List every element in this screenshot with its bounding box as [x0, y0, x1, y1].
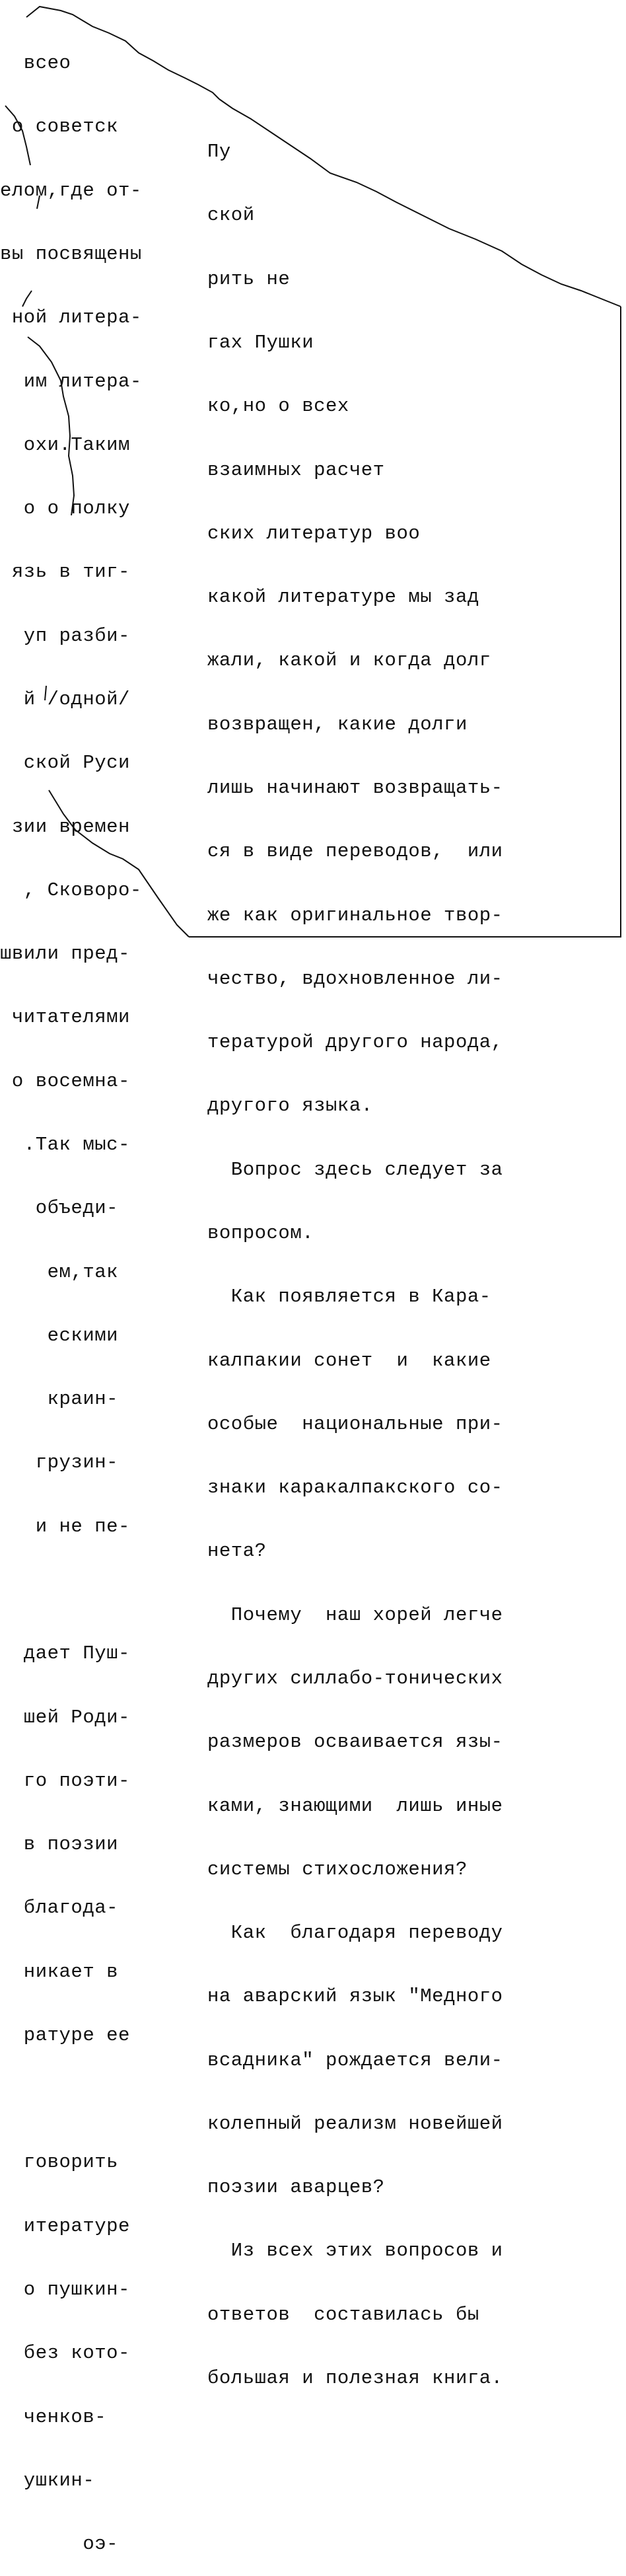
- left-line: всео: [0, 52, 71, 75]
- right-line: Почему наш хорей легче: [207, 1603, 503, 1626]
- right-line: ками, знающими лишь иные: [207, 1794, 503, 1817]
- right-line: ответов составилась бы: [207, 2303, 479, 2326]
- left-line: итературе: [0, 2215, 130, 2237]
- right-line: знаки каракалпакского со-: [207, 1477, 503, 1499]
- left-line: дает Пуш-: [0, 1642, 130, 1665]
- left-line: читателями: [0, 1006, 130, 1029]
- left-line: о восемна-: [0, 1070, 130, 1092]
- left-line: зии времен: [0, 815, 130, 838]
- right-line: большая и полезная книга.: [207, 2367, 503, 2390]
- right-line: других силлабо-тонических: [207, 1667, 503, 1689]
- right-line: Как появляется в Кара-: [207, 1286, 491, 1308]
- right-line: Вопрос здесь следует за: [207, 1158, 503, 1181]
- right-line: рить не: [207, 268, 291, 290]
- left-line: благода-: [0, 1897, 119, 1919]
- left-line: вы посвящены: [0, 243, 142, 266]
- right-line: какой литературе мы зад: [207, 586, 479, 608]
- right-line: чество, вдохновленное ли-: [207, 967, 503, 990]
- left-line: краин-: [0, 1388, 119, 1411]
- right-line: гах Пушки: [207, 332, 314, 354]
- right-column-text: [207, 99, 551, 2410]
- left-column-text: [0, 11, 165, 2576]
- left-line: [0, 2088, 165, 2110]
- right-line: ко,но о всех: [207, 395, 349, 418]
- right-line: системы стихосложения?: [207, 1858, 468, 1880]
- right-line: возвращен, какие долги: [207, 713, 468, 735]
- right-line: Пу: [207, 141, 231, 163]
- right-line: жали, какой и когда долг: [207, 649, 491, 672]
- left-line: й /одной/: [0, 688, 130, 710]
- left-line: ратуре ее: [0, 2024, 130, 2046]
- right-line: тературой другого народа,: [207, 1031, 503, 1054]
- right-line: на аварский язык "Медного: [207, 1985, 503, 2008]
- left-line: ной литера-: [0, 307, 142, 329]
- left-line: без кото-: [0, 2342, 130, 2365]
- left-line: шей Роди-: [0, 1706, 130, 1728]
- right-line: нета?: [207, 1540, 267, 1563]
- left-line: .Так мыс-: [0, 1133, 130, 1156]
- left-line: уп разби-: [0, 624, 130, 647]
- left-line: оэ-: [0, 2533, 119, 2556]
- right-line: Из всех этих вопросов и: [207, 2240, 503, 2262]
- right-line: Как благодаря переводу: [207, 1922, 503, 1944]
- left-line: елом,где от-: [0, 179, 142, 202]
- right-line: колепный реализм новейшей: [207, 2112, 503, 2135]
- right-line: взаимных расчет: [207, 459, 385, 481]
- left-line: грузин-: [0, 1452, 119, 1474]
- left-line: о советск: [0, 116, 119, 138]
- right-line: поэзии аварцев?: [207, 2176, 385, 2199]
- left-line: и не пе-: [0, 1515, 130, 1537]
- left-line: никает в: [0, 1960, 119, 1983]
- right-line: ских литератур воо: [207, 522, 421, 544]
- right-line: размеров осваивается язы-: [207, 1731, 503, 1753]
- left-line: швили пред-: [0, 943, 130, 965]
- right-line: ской: [207, 204, 255, 227]
- left-line: ескими: [0, 1324, 119, 1346]
- right-line: калпакии сонет и какие: [207, 1349, 491, 1372]
- right-line: особые национальные при-: [207, 1413, 503, 1435]
- left-line: го поэти-: [0, 1769, 130, 1792]
- left-line: язь в тиг-: [0, 561, 130, 583]
- left-line: , Сковоро-: [0, 879, 142, 901]
- left-line: в поэзии: [0, 1833, 119, 1856]
- left-line: говорить: [0, 2151, 119, 2174]
- left-line: о о полку: [0, 497, 130, 520]
- left-line: о пушкин-: [0, 2279, 130, 2301]
- right-line: всадника" рождается вели-: [207, 2049, 503, 2071]
- left-line: [0, 1580, 165, 1601]
- left-line: охи.Таким: [0, 433, 130, 456]
- left-line: ушкин-: [0, 2469, 95, 2491]
- right-line: вопросом.: [207, 1222, 314, 1244]
- right-line: другого языка.: [207, 1095, 373, 1117]
- right-line: же как оригинальное твор-: [207, 904, 503, 926]
- left-line: ской Руси: [0, 752, 130, 774]
- left-line: им литера-: [0, 370, 142, 392]
- left-line: объеди-: [0, 1197, 119, 1220]
- right-line: ся в виде переводов, или: [207, 840, 503, 863]
- right-line: лишь начинают возвращать-: [207, 777, 503, 799]
- left-line: ченков-: [0, 2406, 107, 2428]
- left-line: ем,так: [0, 1261, 119, 1283]
